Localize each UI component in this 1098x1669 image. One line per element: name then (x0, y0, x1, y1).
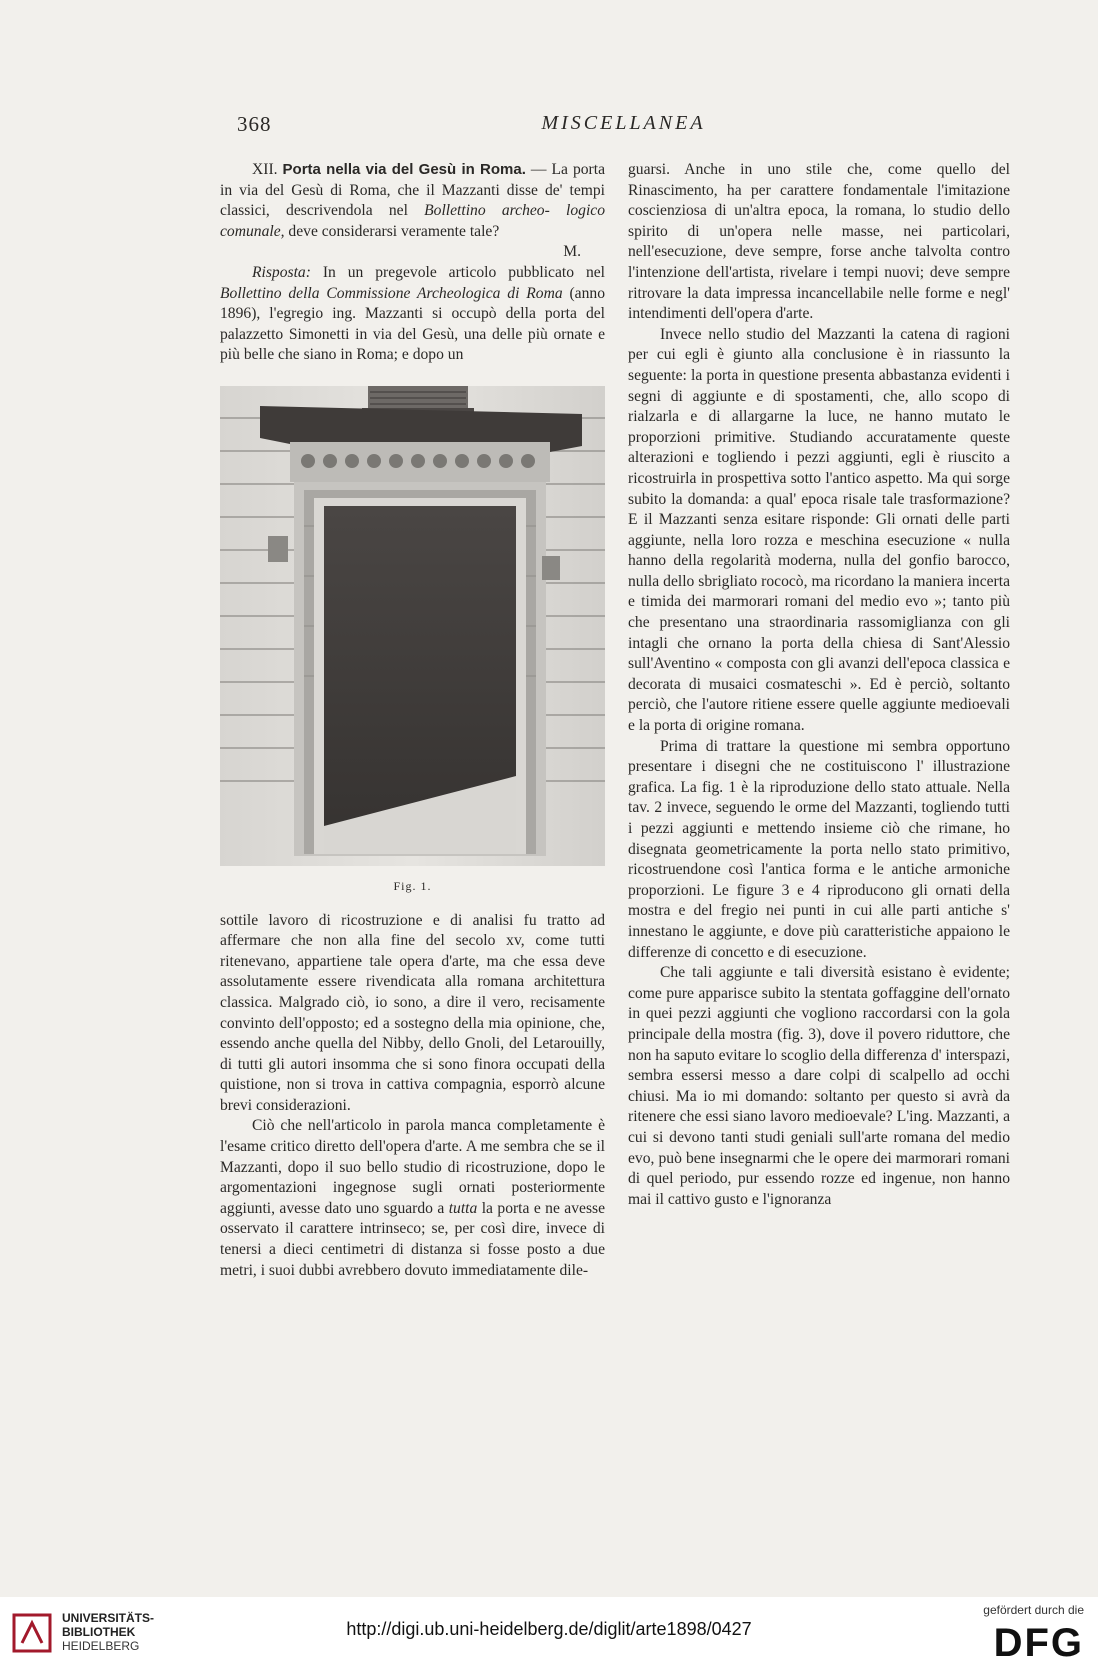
footer-bar (0, 1597, 1098, 1669)
question-text: La porta in via del Gesù di Roma, che il Mazzanti disse de' tempi classici, descrivendola nel (220, 161, 605, 220)
article-title: Porta nella via del Gesù in Roma. (282, 161, 526, 178)
figure-caption: Fig. 1. (393, 878, 432, 893)
question-italic: Bollettino archeo- logico comunale, (220, 202, 605, 240)
question-dash: — (525, 161, 552, 178)
answer-label: Risposta: (252, 263, 311, 281)
running-title: MISCELLANEA (541, 112, 706, 134)
answer-text: In un pregevole articolo pubblicato nel (310, 263, 605, 281)
left-paragraph-continued: sottile lavoro di ricostruzione e di analisi fu tratto ad affermare che non alla fine del secolo xv, come tutti ritenevano, appartiene tale opera d'arte, ma che essa deve assolutamente essere rivendicata alla romana architettura classica. Malgrado ciò, io sono, a dire il vero, recisamente convinto dell'opposto; ed a sostegno della mia opinione, che, essendo anche quella del Nibby, dello Gnoli, del Letarouilly, di tutti gli autori insomma che si sono finora occupati della quistione, non si trova in cattiva compagnia, esporrò alcune brevi considerazioni. (220, 911, 605, 1114)
page-number: 368 (237, 112, 272, 136)
sponsor-label: gefördert durch die (983, 1603, 1084, 1617)
left-last-italic: tutta (448, 1199, 478, 1217)
right-paragraph-1: guarsi. Anche in uno stile che, come quello del Rinascimento, ha per carattere fondamentale l'imitazione coscienziosa di un'altra epoca, la romana, lo studio dello spirito di un'opera nelle masse, nei particolari, nell'esecuzione, deve sempre, forse anche talvolta contro l'intenzione dell'artista, rivelare i tempi nuovi; deve sempre ritrovare la data impressa incancellabile nelle forme e negl' intendimenti dell'opera d'arte. (628, 161, 1010, 323)
left-last-text: Ciò che nell'articolo in parola manca completamente è l'esame critico diretto dell'opera d'arte. A me sembra che se il Mazzanti, dopo il suo bello studio di ricostruzione, dopo le argomentazioni ingegnose sugli ornati posteriormente aggiunti, avesse dato uno sguardo a (220, 1117, 605, 1217)
answer-text-end: (anno 1896), l'egregio ing. Mazzanti si occupò della porta del palazzetto Simonetti in via del Gesù, una delle più ornate e più belle che siano in Roma; e dopo un (220, 284, 605, 364)
library-line-2: BIBLIOTHEK (62, 1625, 136, 1639)
library-line-1: UNIVERSITÄTS- (62, 1611, 155, 1625)
answer-paragraph (220, 263, 605, 366)
right-paragraph-3: Prima di trattare la questione mi sembra opportuno presentare i disegni che ne costituiscono l' illustrazione grafica. La fig. 1 è la riproduzione dello stato attuale. Nella tav. 2 invece, seguendo le orme del Mazzanti, togliendo tutti i pezzi aggiunti e mettendo insieme ciò che rimane, ho disegnata geometricamente la porta nello stato primitivo, ricostruendone così l'antica forma e le antiche armoniche proporzioni. Le figure 3 e 4 riproducono gli ornati della mostra e del fregio nei punti in cui alle parti antiche s' innestano le aggiunte, e dove più caratteristiche appaiono le differenze di concetto e di esecuzione. (628, 737, 1010, 961)
right-column (628, 160, 1010, 1210)
left-last-text-end: la porta e ne avesse osservato il carattere intrinseco; se, per così dire, invece di tenersi a dieci centimetri di distanza si fosse posto a due metri, i suoi dubbi avrebbero dovuto immediatamente dile- (220, 1199, 606, 1279)
source-url-link[interactable]: http://digi.ub.uni-heidelberg.de/diglit/arte1898/0427 (346, 1619, 752, 1639)
right-paragraph-4: Che tali aggiunte e tali diversità esistano è evidente; come pure apparisce subito la stentata goffaggine dell'ornato in quei pezzi aggiunti che vogliono raccordarsi con la gola principale della mostra (fig. 3), dove il povero riduttore, che non ha saputo evitare lo scoglio della differenza d' interspazi, sembra essersi messo a dare colpi di scalpello ad occhi chiusi. Ma io mi domando: soltanto per questo si avrà da ritenere che essi siano lavoro medioevale? L'ing. Mazzanti, a cui si devono tanti studi geniali sull'arte romana del medio evo, può bene insegnarmi che le opere dei marmorari romani di quel periodo, pur essendo rozze ed ingenue, non hanno mai il cattivo gusto e l'ignoranza (628, 964, 1010, 1208)
answer-italic: Bollettino della Commissione Archeologica di Roma (220, 284, 563, 302)
article-question (220, 160, 605, 242)
signature: M. (563, 243, 581, 261)
right-paragraph-2: Invece nello studio del Mazzanti la catena di ragioni per cui egli è giunto alla conclusione è in riassunto la seguente: la porta in questione presenta abbastanza evidenti i segni di aggiunte e di spostamenti, che, allo scopo di rialzarla e di allargarne la luce, ne hanno mutato le proporzioni primitive. Studiando accuratamente queste alterazioni e togliendo i pezzi aggiunti, egli è riuscito a ricostruirla in prospettiva sotto l'antico aspetto. Ma qui sorge subito la domanda: a qual' epoca risale tale trasformazione? E il Mazzanti senza esitare risponde: Gli ornati delle parti aggiunte, nella loro rozza e meschina esecuzione « nulla hanno della regolarità moderna, nulla del gonfio barocco, nulla dello sbrigliato rococò, ma ricordano la maniera incerta e timida dei marmorari romani del medio evo »; tanto più che presentano una straordinaria rassomiglianza con gli intagli che ornano la porta della chiesa di Sant'Alessio sull'Aventino « composta con gli avanzi dell'epoca classica e decorata di musaici cosmateschi ». Ed è perciò, soltanto perciò, che l'autore ritiene essere quelle aggiunte medioevali e la porta di origine romana. (628, 325, 1010, 735)
left-column (220, 160, 605, 1281)
door-photograph (220, 386, 605, 866)
dfg-logo: DFG (993, 1621, 1084, 1665)
library-line-3: HEIDELBERG (62, 1639, 140, 1653)
question-text-end: deve considerarsi veramente tale? (284, 222, 500, 240)
page-header (237, 112, 1010, 142)
left-paragraph-last (220, 1116, 605, 1281)
figure-1 (220, 386, 605, 897)
article-number: XII. (252, 161, 278, 178)
